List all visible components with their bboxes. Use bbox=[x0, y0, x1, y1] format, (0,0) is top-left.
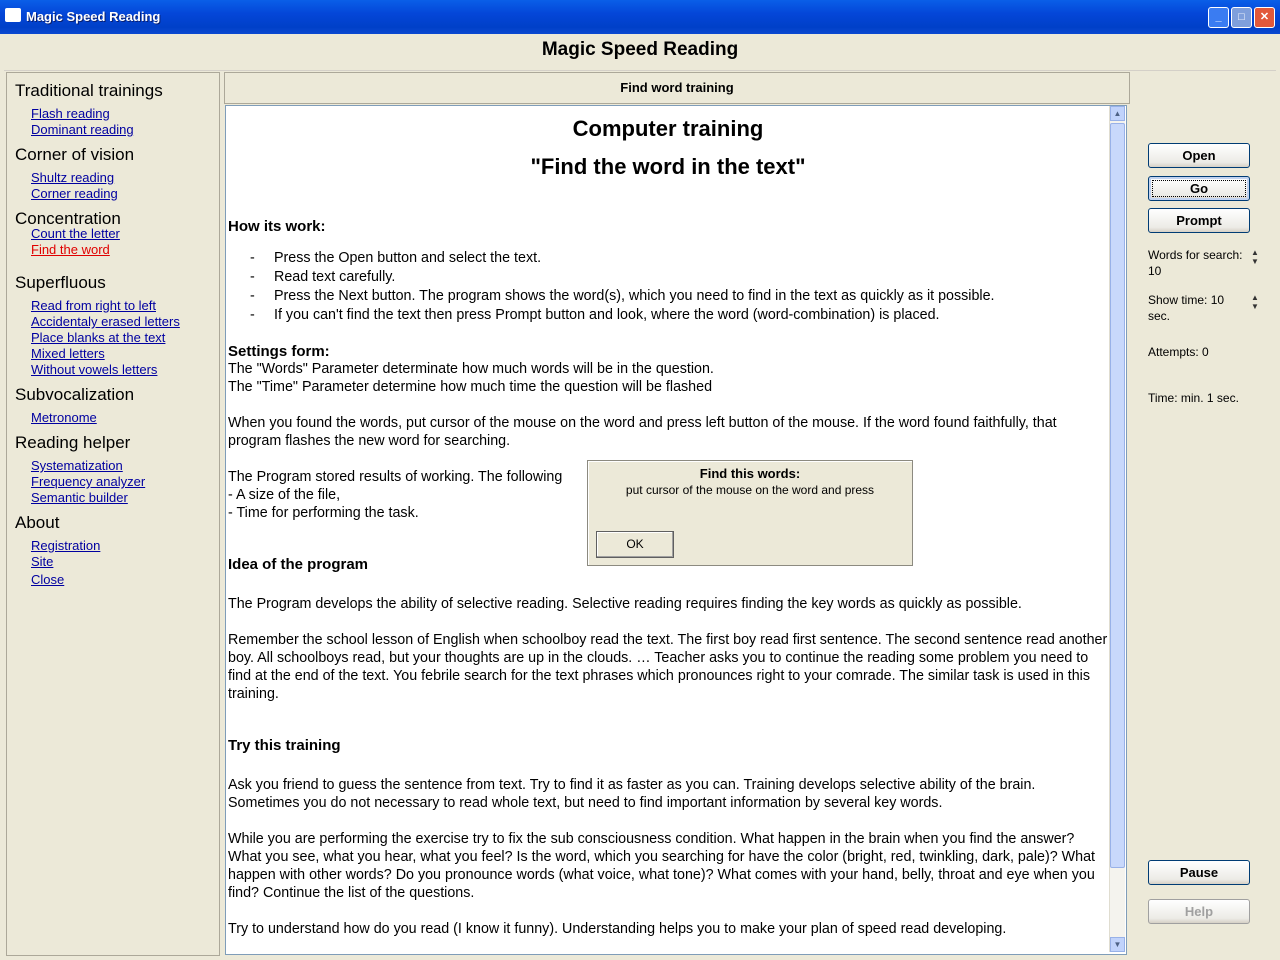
sidebar-item-semantic-builder[interactable]: Semantic builder bbox=[31, 490, 128, 505]
time-label: Time: min. 1 sec. bbox=[1148, 391, 1239, 405]
sidebar-item-mixed-letters[interactable]: Mixed letters bbox=[31, 346, 105, 361]
close-window-button[interactable]: ✕ bbox=[1254, 7, 1275, 28]
sidebar-item-find-the-word[interactable]: Find the word bbox=[31, 242, 110, 257]
try-paragraph: While you are performing the exercise try to fix the sub consciousness condition. What happen in the brain when you find the answer? What you see, what you hear, what you feel? Is the word, which you searching for have the color (bright, red, twinkling, dark, pale)? What happen with other words? Do you pronounce words (what voice, what tone)? What comes with your hand, belly, throat and eye when you find? Continue the list of the questions. bbox=[228, 831, 1096, 901]
sidebar-item-systematization[interactable]: Systematization bbox=[31, 458, 123, 473]
page-title: Magic Speed Reading bbox=[4, 34, 1276, 71]
window-title: Magic Speed Reading bbox=[26, 9, 161, 24]
show-time-spinner[interactable] bbox=[1248, 293, 1262, 311]
attempts-label: Attempts: 0 bbox=[1148, 345, 1209, 359]
try-paragraph: Ask you friend to guess the sentence from text. Try to find it as faster as you can. Training develops selective ability of the brain. Sometimes you do not necessary to read whole text, but need to find important information by several key words. bbox=[228, 777, 1036, 811]
sidebar-item-frequency-analyzer[interactable]: Frequency analyzer bbox=[31, 474, 146, 489]
settings-title: Settings form: bbox=[228, 343, 330, 360]
sidebar-item-registration[interactable]: Registration bbox=[31, 538, 101, 553]
idea-title: Idea of the program bbox=[228, 556, 369, 573]
idea-paragraph: The Program develops the ability of selective reading. Selective reading requires finding the key words as quickly as possible. bbox=[228, 596, 1022, 612]
help-button[interactable]: Help bbox=[1148, 899, 1250, 924]
settings-line: The "Time" Parameter determine how much time the question will be flashed bbox=[228, 379, 713, 395]
sidebar-section-corner: Corner of vision bbox=[15, 145, 135, 164]
how-item: - Press the Next button. The program shows the word(s), which you need to find in the text as quickly as it possible. bbox=[250, 288, 995, 304]
found-paragraph: When you found the words, put cursor of the mouse on the word and press left button of the mouse. If the word found faithfully, that program flashes the new word for searching. bbox=[228, 415, 1057, 449]
title-bar bbox=[0, 0, 1280, 34]
dialog-message: put cursor of the mouse on the word and press bbox=[625, 483, 875, 497]
sidebar-item-erased-letters[interactable]: Accidentaly erased letters bbox=[31, 314, 180, 329]
how-item: - Press the Open button and select the text. bbox=[250, 250, 542, 266]
pause-button[interactable]: Pause bbox=[1148, 860, 1250, 885]
spin-down-icon[interactable]: ▼ bbox=[1251, 257, 1259, 266]
try-title: Try this training bbox=[228, 737, 341, 754]
show-time-label: Show time: 10 sec. bbox=[1148, 293, 1225, 323]
sidebar-item-corner-reading[interactable]: Corner reading bbox=[31, 186, 118, 201]
sidebar-section-about: About bbox=[15, 513, 60, 532]
sidebar-item-flash-reading[interactable]: Flash reading bbox=[31, 106, 110, 121]
stored-intro: The Program stored results of working. The following bbox=[228, 469, 563, 485]
scroll-up-arrow-icon[interactable]: ▲ bbox=[1110, 106, 1125, 121]
sidebar-item-dominant-reading[interactable]: Dominant reading bbox=[31, 122, 134, 137]
sidebar-section-superfluous: Superfluous bbox=[15, 273, 106, 292]
sidebar-item-without-vowels[interactable]: Without vowels letters bbox=[31, 362, 158, 377]
settings-line: The "Words" Parameter determinate how much words will be in the question. bbox=[228, 361, 714, 377]
sidebar-item-close[interactable]: Close bbox=[31, 572, 65, 587]
sidebar-section-traditional: Traditional trainings bbox=[15, 81, 163, 100]
spin-down-icon[interactable]: ▼ bbox=[1251, 302, 1259, 311]
control-panel bbox=[1130, 105, 1276, 955]
try-paragraph: Try to understand how do you read (I know it funny). Understanding helps you to make your plan of speed read developing. bbox=[228, 921, 1007, 937]
content-subtitle: "Find the word in the text" bbox=[530, 154, 806, 179]
sidebar bbox=[6, 72, 220, 956]
spin-up-icon[interactable]: ▲ bbox=[1251, 293, 1259, 302]
sidebar-item-shultz-reading[interactable]: Shultz reading bbox=[31, 170, 115, 185]
maximize-button[interactable]: □ bbox=[1231, 7, 1252, 28]
scroll-down-arrow-icon[interactable]: ▼ bbox=[1110, 937, 1125, 952]
sidebar-item-count-the-letter[interactable]: Count the letter bbox=[31, 226, 120, 241]
prompt-button[interactable]: Prompt bbox=[1148, 208, 1250, 233]
spin-up-icon[interactable]: ▲ bbox=[1251, 248, 1259, 257]
sidebar-item-site[interactable]: Site bbox=[31, 554, 54, 569]
training-title: Find word training bbox=[224, 72, 1130, 104]
sidebar-item-metronome[interactable]: Metronome bbox=[31, 410, 97, 425]
stored-item: - Time for performing the task. bbox=[228, 505, 419, 521]
idea-paragraph: Remember the school lesson of English when schoolboy read the text. The first boy read first sentence. The second sentence read another boy. All schoolboys read, but your thoughts are up in the clouds. … Teacher asks you to continue the reading some problem you need to find at the end of the text. You febrile search for the text phrases which pronounces right to your comrade. The similar task is used in this training. bbox=[228, 632, 1108, 702]
words-for-search-label: Words for search: 10 bbox=[1148, 248, 1243, 278]
how-title: How its work: bbox=[228, 218, 326, 235]
sidebar-section-reading-helper: Reading helper bbox=[15, 433, 131, 452]
sidebar-section-subvocalization: Subvocalization bbox=[15, 385, 135, 404]
minimize-button[interactable]: _ bbox=[1208, 7, 1229, 28]
app-icon bbox=[5, 8, 21, 22]
dialog-title: Find this words: bbox=[699, 466, 801, 481]
scroll-thumb[interactable] bbox=[1110, 123, 1125, 868]
go-button[interactable]: Go bbox=[1148, 176, 1250, 201]
how-item: - Read text carefully. bbox=[250, 269, 396, 285]
open-button[interactable]: Open bbox=[1148, 143, 1250, 168]
stored-item: - A size of the file, bbox=[228, 487, 341, 503]
how-item: - If you can't find the text then press Prompt button and look, where the word (word-combination) is placed. bbox=[250, 307, 940, 323]
content-title: Computer training bbox=[572, 116, 764, 141]
content-scrollbar[interactable] bbox=[1109, 106, 1125, 952]
find-words-dialog bbox=[587, 460, 913, 566]
sidebar-item-read-right-to-left[interactable]: Read from right to left bbox=[31, 298, 156, 313]
words-spinner[interactable] bbox=[1248, 248, 1262, 266]
sidebar-item-place-blanks[interactable]: Place blanks at the text bbox=[31, 330, 166, 345]
sidebar-section-concentration: Concentration bbox=[15, 209, 121, 228]
dialog-ok-button[interactable]: OK bbox=[596, 531, 674, 558]
